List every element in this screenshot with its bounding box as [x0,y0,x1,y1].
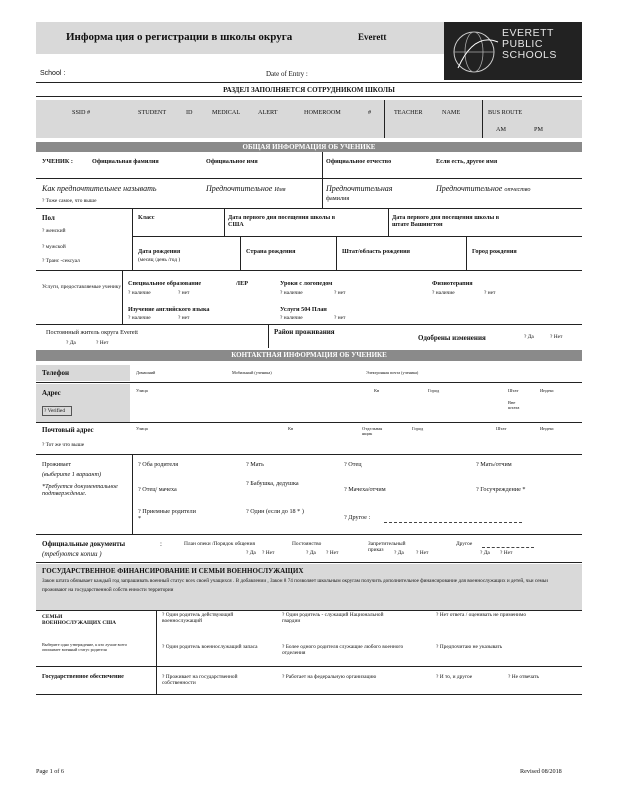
military-reserve-option[interactable]: ? Один родитель военнослужащий запаса [162,644,258,650]
gov-both-label: И то, и другое [439,674,473,680]
homeroom-number-label: # [368,109,372,116]
gender-male-label: мужской [45,244,66,250]
page-number: Page 1 of 6 [36,768,65,775]
restraining-yes[interactable]: ? Да [394,550,404,556]
restraining-no-label: Нет [419,550,429,556]
custody-no[interactable]: ? Нет [262,550,275,556]
docs-other-yes[interactable]: ? Да [480,550,490,556]
military-law-text: Закон штата обязывает каждый год запрашивать военный статус всех своей учащихся . В добавлении , Закон 8 74 позволяет школьным округам получить дополнительное финансирование для военнослужащих и детей, чьи семьи проживают на государственной собств енности территории [42,578,548,593]
gender-trans-option[interactable]: ? Транс -сексуал [42,258,80,264]
other-name-label: Если есть, другое имя [436,158,498,165]
physio-no-label: нет [487,290,496,296]
docs-other-yes-label: Да [483,550,490,556]
lives-alone-option[interactable]: ? Один (если до 18 * ) [246,508,304,515]
iep-label: /IEP [236,280,249,287]
preferred-call-label: Как предпочтительнее называть [42,184,157,193]
lives-other-option[interactable]: ? Другое : [344,514,371,521]
military-active-option[interactable]: ? Один родитель действующий военнослужащий [162,612,234,624]
restraining-yes-label: Да [397,550,404,556]
mail-same-label: Тот же что выше [45,442,85,448]
docs-other-no-label: Нет [503,550,513,556]
same-as-official-option[interactable] [42,198,96,204]
lives-foster-option[interactable]: ? Приемные родители * [138,508,196,522]
permanence-no[interactable]: ? Нет [326,550,339,556]
lives-guardian-option[interactable]: ? Госучреждение * [476,486,526,493]
lives-foster-label: Приемные родители [142,508,196,515]
lives-father-stepmother-option[interactable]: ? Отец/ мачеха [138,486,177,493]
address-verified[interactable]: ? Verified [42,406,72,416]
logo-line-3: SCHOOLS [502,49,557,61]
lives-with-label: Проживает [42,461,72,468]
id-label: ID [186,109,193,116]
resident-no-label: Нет [99,340,109,346]
checkbox-icon[interactable]: ? [42,198,45,204]
same-as-official-label: Тоже самое, что выше [45,198,97,204]
gender-trans-label: Транс -сексуал [45,258,80,264]
lives-father-option[interactable]: ? Отец [344,461,362,468]
preferred-last-label-2: фамилия [326,195,350,202]
alert-label: ALERT [258,109,278,116]
ssid-label: SSID # [72,109,91,116]
speech-yes[interactable]: ? наличие [280,290,303,296]
gender-female-label: женский [45,228,66,234]
custody-plan-label: План опеки /Порядок общения [184,541,255,547]
mail-city-label: Город [412,426,424,431]
verified-label: Verified [47,408,66,414]
gov-both-option[interactable]: ? И то, и другое [436,674,473,680]
special-ed-no[interactable]: ? нет [178,290,190,296]
preferred-last-label: Предпочтительная [326,184,393,193]
apt-label: Кв [374,388,380,393]
street-label: Улица [136,388,148,393]
zip-label: Индекс [540,388,555,393]
special-ed-yes-label: наличие [131,290,151,296]
district-name: Everett [358,32,387,42]
official-docs-label: Официальные документы [42,540,126,548]
military-guard-option[interactable]: ? Один родитель - служащий Национальной гвардии [282,612,384,624]
mailbox-label: Отдельная ящик [362,426,383,436]
revision-date: Revised 08/2018 [520,768,562,775]
military-families-sub: Выберите одно утверждение, к кто лучше всего описывает военный статус родителя [42,642,128,652]
english-label: Изучение английского языка [128,306,210,313]
military-multiple-label: Более одного родителя служащие любого военного отделения [282,644,404,656]
first-day-wa-label: Дата первого дня посещения школы в штате Вашингтон [392,214,500,228]
school-label: School : [40,70,66,77]
gov-federal-option[interactable]: ? Работает на федеральную организацию [282,674,377,680]
gov-support-label: Государственное обеспечение [42,673,124,680]
english-no-label: нет [181,315,190,321]
english-yes-label: наличие [131,315,151,321]
lives-mother-stepfather-option[interactable]: ? Мать/отчим [476,461,512,468]
first-day-us-label: Дата первого дня посещения школы в США [228,214,336,228]
birth-state-label: Штат/область рождения [342,248,411,255]
resident-label: Постоянный житель округа Everett [46,329,138,336]
bus-am-label: AM [496,126,506,133]
contact-section-title: КОНТАКТНАЯ ИНФОРМАЦИЯ ОБ УЧЕНИКЕ [36,350,582,361]
lives-both-option[interactable]: ? Оба родителя [138,461,179,468]
pick-one-note: (выберите 1 вариант) [42,471,102,478]
lives-mother-label: Мать [250,461,264,468]
approved-changes-label: Одобрены изменения [418,334,486,342]
docs-other-label: Другое [456,541,473,547]
resident-yes-label: Да [69,340,76,346]
lives-father-stepmother-label: Отец/ мачеха [142,486,177,493]
home-phone-label: Домашний [136,370,156,375]
patronymic-label: Официальное отчество [326,158,392,165]
birth-date-format: (месяц /день /год ) [138,257,181,263]
plan504-no[interactable]: ? нет [334,315,346,321]
military-section-title: ГОСУДАРСТВЕННОЕ ФИНАНСИРОВАНИЕ И СЕМЬИ ВОЕННОСЛУЖАЩИХ [42,567,304,575]
special-ed-label: Специальное образование [128,280,202,287]
docs-needed-note: *Требуется документальное подтверждение. [42,483,118,497]
teacher-label: TEACHER [394,109,423,116]
mail-street-label: Улица [136,426,148,431]
lives-stepmother-label: Мачеха/отчим [348,486,386,493]
permanence-no-label: Нет [329,550,339,556]
permanence-yes-label: Да [309,550,316,556]
email-label: Электронная почта (ученика) [366,370,419,375]
restraining-no[interactable]: ? Нет [416,550,429,556]
preferred-first-label: Предпочтительное [206,184,273,193]
logo-line-1: EVERETT [502,27,554,39]
birth-city-label: Город рождения [472,248,517,255]
preferred-patronymic-label-2: отчество [504,186,531,193]
physio-label: Физиотерапия [432,280,473,287]
military-families-label: СЕМЬИ ВОЕННОСЛУЖАЩИХ США [42,614,117,626]
military-guard-label: Один родитель - служащий Национальной гвардии [282,612,384,624]
speech-label: Уроки с логопедом [280,280,333,287]
approved-no-label: Нет [553,334,563,340]
page-title: Информа ция о регистрации в школы округа [66,31,293,43]
birth-country-label: Страна рождения [246,248,296,255]
birth-date-label: Дата рождения [138,248,181,255]
city-label: Город [428,388,440,393]
logo-line-2: PUBLIC [502,38,543,50]
last-name-label: Официальная фамилия [92,158,159,165]
lives-grandparents-label: Бабушка, дедушка [250,480,299,487]
preferred-first-label-2: Имя [274,186,286,193]
phone-label: Телефон [42,369,70,377]
mobile-phone-label: Мобильный (ученика) [232,370,272,375]
english-yes[interactable]: ? наличие [128,315,151,321]
student-label: УЧЕНИК : [42,158,73,165]
gov-none-label: Не отвечать [511,674,539,680]
bus-route-label: BUS ROUTE [488,109,523,116]
gov-property-option[interactable]: ? Проживает на государственной собственности [162,674,238,686]
lives-mother-stepfather-label: Мать/отчим [480,461,512,468]
bus-pm-label: PM [534,126,543,133]
military-multiple-option[interactable]: ? Более одного родителя служащие любого военного отделения [282,644,404,656]
district-logo [444,22,582,80]
outside-state-label: Вне штата [508,400,520,410]
special-ed-no-label: нет [181,290,190,296]
teacher-name-label: NAME [442,109,461,116]
permanence-yes[interactable]: ? Да [306,550,316,556]
lives-mother-option[interactable]: ? Мать [246,461,264,468]
mail-state-label: Штат [496,426,507,431]
military-na-option[interactable]: ? Нет ответа / оценивать не применимо [436,612,527,618]
date-of-entry-label: Date of Entry : [266,70,308,78]
military-na-label: Нет ответа / оценивать не применимо [439,612,527,618]
lives-grandparents-option[interactable]: ? Бабушка, дедушка [246,480,299,487]
docs-other-no[interactable]: ? Нет [500,550,513,556]
custody-no-label: Нет [265,550,275,556]
lives-other-label: Другое [348,514,367,521]
approved-no[interactable]: ? Нет [550,334,563,340]
physio-no[interactable]: ? нет [484,290,496,296]
plan504-yes-label: наличие [283,315,303,321]
speech-no[interactable]: ? нет [334,290,346,296]
lives-father-label: Отец [348,461,362,468]
medical-label: MEDICAL [212,109,241,116]
gender-male-option[interactable]: ? мужской [42,244,66,250]
first-name-label: Официальное имя [206,158,258,165]
permanence-label: Постоянство [292,541,322,547]
resident-yes[interactable]: ? Да [66,340,76,346]
mail-same-option[interactable]: ? Тот же что выше [42,442,85,448]
special-ed-yes[interactable]: ? наличие [128,290,151,296]
english-no[interactable]: ? нет [178,315,190,321]
address-label: Адрес [42,389,61,397]
general-section-title: ОБЩАЯ ИНФОРМАЦИЯ ОБ УЧЕНИКЕ [36,142,582,152]
lives-stepmother-option[interactable]: ? Мачеха/отчим [344,486,386,493]
student-label: STUDENT [138,109,167,116]
custody-yes-label: Да [249,550,256,556]
homeroom-label: HOMEROOM [304,109,341,116]
approved-yes[interactable]: ? Да [524,334,534,340]
grade-label: Класс [138,214,155,221]
copies-note: (требуются копии ) [42,550,102,558]
mailing-address-label: Почтовый адрес [42,426,94,434]
mail-zip-label: Индекс [540,426,555,431]
military-decline-label: Предпочитаю не указывать [439,644,503,650]
military-reserve-label: Один родитель военнослужащий запаса [165,644,258,650]
state-label: Штат [508,388,519,393]
restraining-label: Запретительный приказ [368,541,406,553]
plan504-label: Услуги 504 План [280,306,327,313]
gov-property-label: Проживает на государственной собственности [162,674,238,686]
physio-yes-label: наличие [435,290,455,296]
military-decline-option[interactable]: ? Предпочитаю не указывать [436,644,503,650]
staff-section-title: РАЗДЕЛ ЗАПОЛНЯЕТСЯ СОТРУДНИКОМ ШКОЛЫ [223,86,395,94]
preferred-patronymic-label: Предпочтительное [436,184,503,193]
services-label: Услуги, предоставляемые ученику [42,284,122,290]
plan504-no-label: нет [337,315,346,321]
mail-apt-label: Кв [288,426,294,431]
gov-federal-label: Работает на федеральную организацию [285,674,377,680]
speech-no-label: нет [337,290,346,296]
military-active-label: Один родитель действующий военнослужащий [162,612,234,624]
plan504-yes[interactable]: ? наличие [280,315,303,321]
lives-alone-label: Один (если до 18 * ) [250,508,304,515]
gender-label: Пол [42,214,55,222]
approved-yes-label: Да [527,334,534,340]
resident-no[interactable]: ? Нет [96,340,109,346]
gender-female-option[interactable]: ? женский [42,228,66,234]
lives-both-label: Оба родителя [142,461,179,468]
custody-yes[interactable]: ? Да [246,550,256,556]
physio-yes[interactable]: ? наличие [432,290,455,296]
district-residence-label: Район проживания [274,328,335,336]
lives-guardian-label: Госучреждение [480,486,521,493]
speech-yes-label: наличие [283,290,303,296]
gov-none-option[interactable]: ? Не отвечать [508,674,539,680]
